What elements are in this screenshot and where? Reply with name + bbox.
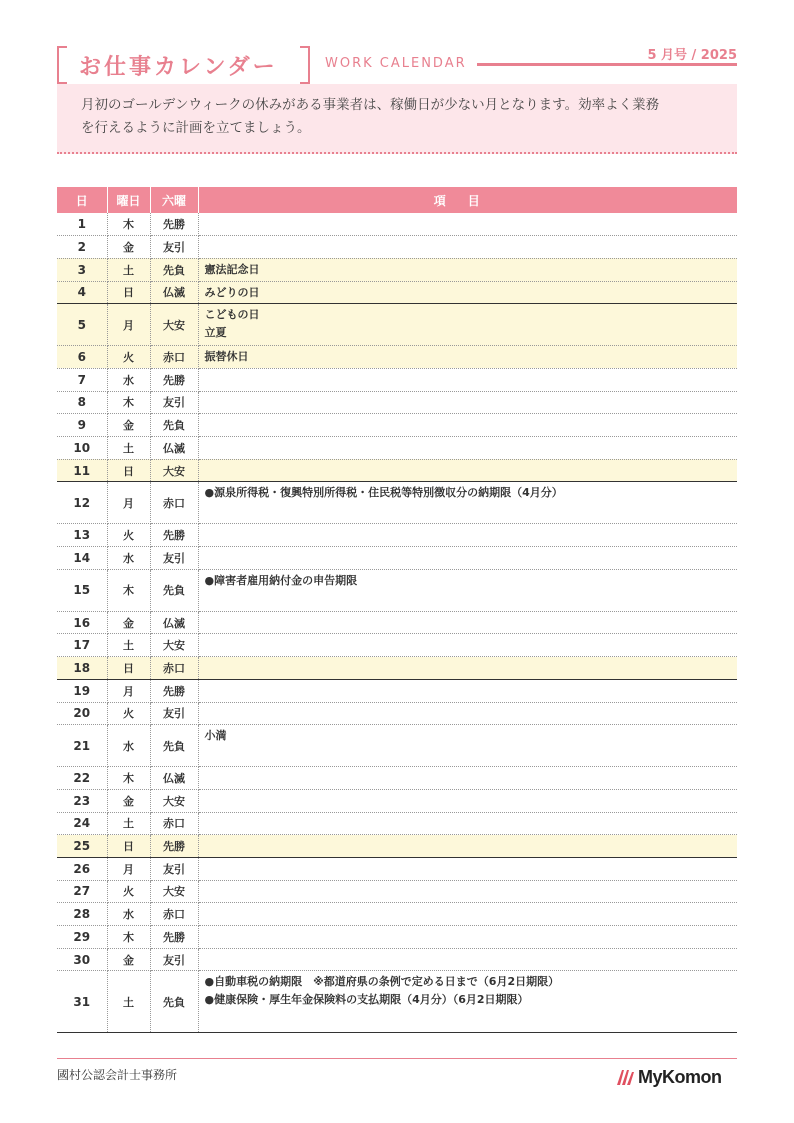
- table-row: [57, 547, 737, 570]
- day-cell: 24: [57, 812, 107, 835]
- weekday-cell: 木: [107, 391, 150, 414]
- weekday-cell: 日: [107, 835, 150, 858]
- table-row: [57, 634, 737, 657]
- items-cell: [198, 414, 737, 437]
- items-cell: [198, 547, 737, 570]
- table-row: [57, 880, 737, 903]
- table-row: [57, 391, 737, 414]
- day-cell: 12: [57, 482, 107, 524]
- title-bracket-left: [57, 46, 67, 84]
- rokuyo-cell: 先負: [150, 725, 198, 767]
- calendar-item: 立夏: [204, 326, 227, 340]
- items-cell: [198, 368, 737, 391]
- weekday-cell: 月: [107, 304, 150, 346]
- rokuyo-cell: 大安: [150, 789, 198, 812]
- rokuyo-cell: 赤口: [150, 482, 198, 524]
- day-cell: 14: [57, 547, 107, 570]
- day-cell: 3: [57, 258, 107, 281]
- items-cell: [198, 971, 737, 1033]
- rokuyo-cell: 先勝: [150, 926, 198, 949]
- items-cell: [198, 767, 737, 790]
- rokuyo-cell: 大安: [150, 634, 198, 657]
- items-cell: [198, 634, 737, 657]
- calendar-item: ●健康保険・厚生年金保険料の支払期限（4月分）（6月2日期限）: [204, 993, 529, 1007]
- day-cell: 29: [57, 926, 107, 949]
- rokuyo-cell: 仏滅: [150, 281, 198, 304]
- office-name: 國村公認会計士事務所: [57, 1068, 178, 1082]
- weekday-cell: 土: [107, 258, 150, 281]
- weekday-cell: 火: [107, 346, 150, 369]
- rokuyo-cell: 赤口: [150, 903, 198, 926]
- weekday-cell: 月: [107, 482, 150, 524]
- table-row: [57, 611, 737, 634]
- items-cell: [198, 569, 737, 611]
- rokuyo-cell: 友引: [150, 702, 198, 725]
- table-row: [57, 346, 737, 369]
- table-row: [57, 258, 737, 281]
- day-cell: 17: [57, 634, 107, 657]
- rokuyo-cell: 友引: [150, 857, 198, 880]
- table-row: [57, 414, 737, 437]
- items-cell: [198, 213, 737, 236]
- items-cell: [198, 459, 737, 482]
- table-row: [57, 948, 737, 971]
- items-cell: [198, 880, 737, 903]
- weekday-cell: 土: [107, 437, 150, 460]
- day-cell: 27: [57, 880, 107, 903]
- calendar-item: みどりの日: [204, 285, 260, 299]
- day-cell: 13: [57, 524, 107, 547]
- items-cell: [198, 524, 737, 547]
- table-row: [57, 482, 737, 524]
- logo-text: MyKomon: [638, 1066, 722, 1087]
- rokuyo-cell: 赤口: [150, 812, 198, 835]
- day-cell: 1: [57, 213, 107, 236]
- rokuyo-cell: 先勝: [150, 213, 198, 236]
- weekday-cell: 木: [107, 926, 150, 949]
- day-cell: 2: [57, 236, 107, 259]
- day-cell: 8: [57, 391, 107, 414]
- items-cell: [198, 926, 737, 949]
- items-cell: [198, 679, 737, 702]
- calendar-item: ●障害者雇用納付金の申告期限: [204, 573, 358, 587]
- rokuyo-cell: 先勝: [150, 835, 198, 858]
- calendar-item: 小満: [204, 729, 227, 743]
- items-cell: [198, 812, 737, 835]
- day-cell: 26: [57, 857, 107, 880]
- intro-box: [57, 84, 737, 154]
- table-row: [57, 767, 737, 790]
- rokuyo-cell: 大安: [150, 880, 198, 903]
- items-cell: [198, 948, 737, 971]
- items-cell: [198, 725, 737, 767]
- weekday-cell: 水: [107, 368, 150, 391]
- items-cell: [198, 391, 737, 414]
- day-cell: 19: [57, 679, 107, 702]
- rokuyo-cell: 先負: [150, 414, 198, 437]
- table-row: [57, 926, 737, 949]
- weekday-cell: 金: [107, 789, 150, 812]
- weekday-cell: 金: [107, 414, 150, 437]
- day-cell: 4: [57, 281, 107, 304]
- table-row: [57, 903, 737, 926]
- table-row: [57, 679, 737, 702]
- mykomon-logo: [616, 1064, 722, 1090]
- rokuyo-cell: 仏滅: [150, 767, 198, 790]
- items-cell: [198, 281, 737, 304]
- weekday-cell: 土: [107, 812, 150, 835]
- table-row: [57, 857, 737, 880]
- items-cell: [198, 903, 737, 926]
- title-bracket-right: [300, 46, 310, 84]
- page-title: お仕事カレンダー: [79, 55, 278, 80]
- table-row: [57, 281, 737, 304]
- calendar-body: [57, 213, 737, 1033]
- calendar-item: 振替休日: [204, 350, 249, 364]
- items-cell: [198, 835, 737, 858]
- rokuyo-cell: 友引: [150, 547, 198, 570]
- items-cell: [198, 657, 737, 680]
- items-cell: [198, 304, 737, 346]
- weekday-cell: 月: [107, 857, 150, 880]
- rokuyo-cell: 先勝: [150, 368, 198, 391]
- day-cell: 6: [57, 346, 107, 369]
- weekday-cell: 金: [107, 948, 150, 971]
- page-header: [57, 44, 737, 154]
- table-row: [57, 368, 737, 391]
- table-row: [57, 725, 737, 767]
- weekday-cell: 水: [107, 547, 150, 570]
- weekday-cell: 水: [107, 725, 150, 767]
- rokuyo-cell: 仏滅: [150, 611, 198, 634]
- items-cell: [198, 702, 737, 725]
- day-cell: 16: [57, 611, 107, 634]
- table-header-row: [57, 187, 737, 213]
- weekday-cell: 火: [107, 524, 150, 547]
- weekday-cell: 月: [107, 679, 150, 702]
- weekday-cell: 金: [107, 611, 150, 634]
- weekday-cell: 木: [107, 767, 150, 790]
- rokuyo-cell: 大安: [150, 304, 198, 346]
- calendar-item: 憲法記念日: [204, 262, 260, 276]
- rokuyo-cell: 先負: [150, 569, 198, 611]
- calendar-item: こどもの日: [204, 308, 260, 322]
- rokuyo-cell: 先負: [150, 971, 198, 1033]
- day-cell: 11: [57, 459, 107, 482]
- rokuyo-cell: 友引: [150, 948, 198, 971]
- rokuyo-cell: 大安: [150, 459, 198, 482]
- items-cell: [198, 482, 737, 524]
- day-cell: 15: [57, 569, 107, 611]
- items-cell: [198, 346, 737, 369]
- table-row: [57, 812, 737, 835]
- weekday-cell: 火: [107, 880, 150, 903]
- items-cell: [198, 611, 737, 634]
- day-cell: 31: [57, 971, 107, 1033]
- weekday-cell: 日: [107, 281, 150, 304]
- day-cell: 7: [57, 368, 107, 391]
- weekday-cell: 水: [107, 903, 150, 926]
- items-cell: [198, 857, 737, 880]
- day-cell: 30: [57, 948, 107, 971]
- header-rokuyo: 六曜: [150, 187, 198, 213]
- table-row: [57, 702, 737, 725]
- header-rule: [477, 63, 737, 66]
- weekday-cell: 木: [107, 213, 150, 236]
- table-row: [57, 524, 737, 547]
- table-row: [57, 304, 737, 346]
- table-row: [57, 569, 737, 611]
- header-day: 日: [57, 187, 107, 213]
- rokuyo-cell: 先負: [150, 258, 198, 281]
- footer-rule: [57, 1058, 737, 1059]
- rokuyo-cell: 仏滅: [150, 437, 198, 460]
- table-row: [57, 437, 737, 460]
- rokuyo-cell: 友引: [150, 236, 198, 259]
- table-row: [57, 459, 737, 482]
- day-cell: 23: [57, 789, 107, 812]
- weekday-cell: 木: [107, 569, 150, 611]
- header-items: 項目: [198, 187, 737, 213]
- day-cell: 25: [57, 835, 107, 858]
- day-cell: 22: [57, 767, 107, 790]
- day-cell: 18: [57, 657, 107, 680]
- rokuyo-cell: 先勝: [150, 679, 198, 702]
- rokuyo-cell: 先勝: [150, 524, 198, 547]
- day-cell: 9: [57, 414, 107, 437]
- day-cell: 28: [57, 903, 107, 926]
- rokuyo-cell: 赤口: [150, 346, 198, 369]
- weekday-cell: 金: [107, 236, 150, 259]
- calendar-item: ●自動車税の納期限 ※都道府県の条例で定める日まで（6月2日期限）: [204, 975, 560, 989]
- items-cell: [198, 789, 737, 812]
- page-subtitle: WORK CALENDAR: [325, 56, 467, 71]
- table-row: [57, 789, 737, 812]
- calendar-item: ●源泉所得税・復興特別所得税・住民税等特別徴収分の納期限（4月分）: [204, 486, 563, 500]
- day-cell: 20: [57, 702, 107, 725]
- day-cell: 21: [57, 725, 107, 767]
- items-cell: [198, 258, 737, 281]
- header-weekday: 曜日: [107, 187, 150, 213]
- rokuyo-cell: 赤口: [150, 657, 198, 680]
- logo-mark-icon: [616, 1068, 636, 1086]
- table-row: [57, 657, 737, 680]
- intro-line-1: 月初のゴールデンウィークの休みがある事業者は、稼働日が少ない月となります。効率よく業務: [81, 97, 660, 113]
- table-row: [57, 835, 737, 858]
- items-cell: [198, 236, 737, 259]
- issue-label: 5 月号 / 2025: [647, 48, 737, 63]
- rokuyo-cell: 友引: [150, 391, 198, 414]
- weekday-cell: 日: [107, 459, 150, 482]
- weekday-cell: 土: [107, 971, 150, 1033]
- weekday-cell: 土: [107, 634, 150, 657]
- table-row: [57, 213, 737, 236]
- items-cell: [198, 437, 737, 460]
- weekday-cell: 火: [107, 702, 150, 725]
- table-row: [57, 236, 737, 259]
- day-cell: 5: [57, 304, 107, 346]
- table-row: [57, 971, 737, 1033]
- calendar-table: [57, 187, 737, 1033]
- weekday-cell: 日: [107, 657, 150, 680]
- intro-line-2: を行えるように計画を立てましょう。: [81, 120, 311, 136]
- day-cell: 10: [57, 437, 107, 460]
